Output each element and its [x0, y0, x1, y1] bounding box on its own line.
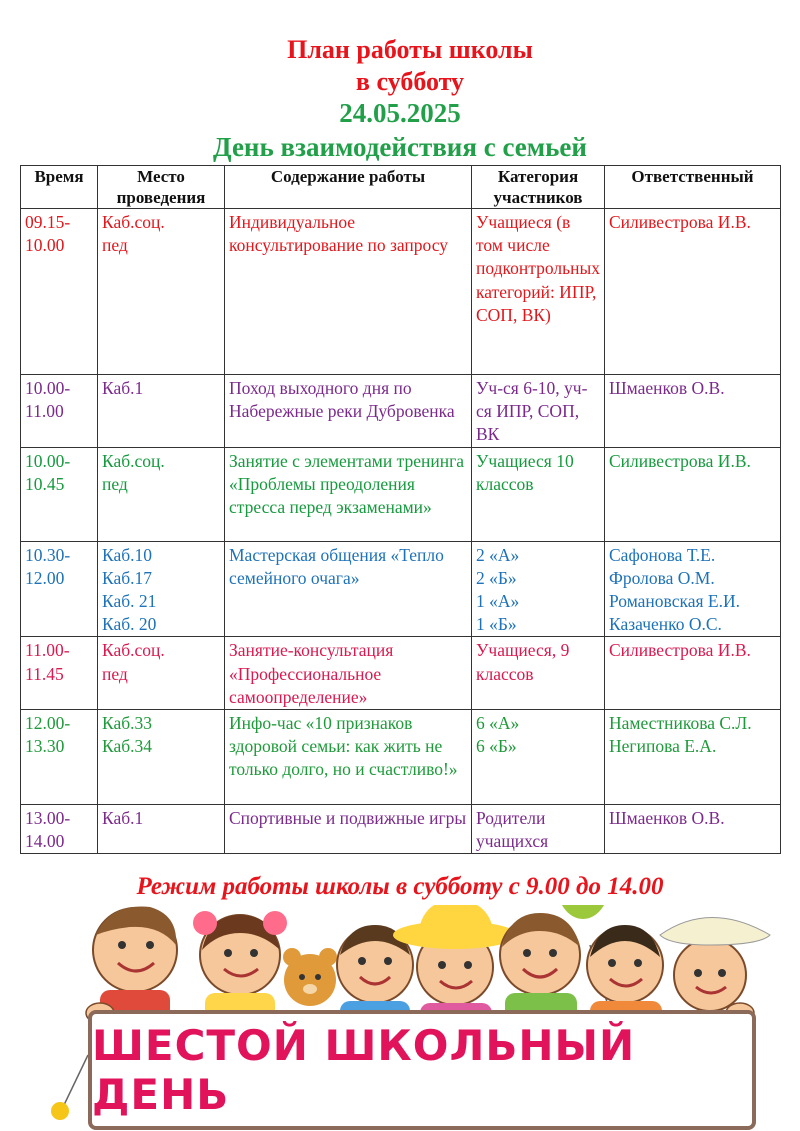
yoyo-icon — [51, 1055, 88, 1120]
cell-category: Уч-ся 6-10, уч-ся ИПР, СОП, ВК — [472, 375, 605, 448]
cell-place: Каб.соц. пед — [98, 209, 225, 375]
table-row — [21, 375, 781, 448]
cell-time: 10.00- 10.45 — [21, 447, 98, 541]
cell-time: 13.00- 14.00 — [21, 805, 98, 854]
cell-category: Родители учащихся — [472, 805, 605, 854]
cell-category: 6 «А» 6 «Б» — [472, 710, 605, 805]
kid-icon — [193, 911, 287, 1021]
cell-place: Каб.соц. пед — [98, 447, 225, 541]
cell-category: Учащиеся 10 классов — [472, 447, 605, 541]
banner-sign — [88, 1010, 756, 1130]
table-row — [21, 805, 781, 854]
plan-date: 24.05.2025 — [339, 98, 461, 128]
cell-place: Каб.10 Каб.17 Каб. 21 Каб. 20 — [98, 541, 225, 637]
cell-place: Каб.1 — [98, 375, 225, 448]
cell-responsible: Силивестрова И.В. — [605, 209, 781, 375]
cell-responsible: Шмаенков О.В. — [605, 805, 781, 854]
cell-content: Занятие с элементами тренинга «Проблемы преодоления стресса перед экзаменами» — [225, 447, 472, 541]
table-row — [21, 447, 781, 541]
table-row — [21, 637, 781, 710]
kid-icon — [500, 913, 580, 1021]
cell-responsible: Сафонова Т.Е. Фролова О.М. Романовская Е.И. Казаченко О.С. — [605, 541, 781, 637]
cell-place: Каб.33 Каб.34 — [98, 710, 225, 805]
kid-icon — [93, 907, 177, 1020]
cell-content: Инфо-час «10 признаков здоровой семьи: как жить не только долго, но и счастливо!» — [225, 710, 472, 805]
cell-place: Каб.1 — [98, 805, 225, 854]
cell-content: Индивидуальное консультирование по запросу — [225, 209, 472, 375]
cell-time: 12.00- 13.30 — [21, 710, 98, 805]
cell-category: Учащиеся (в том числе подконтрольных категорий: ИПР, СОП, ВК) — [472, 209, 605, 375]
table-row — [21, 710, 781, 805]
teddy-bear-icon — [283, 948, 337, 1006]
table-header-row — [21, 166, 781, 209]
kid-icon — [660, 918, 770, 1012]
cell-time: 10.00- 11.00 — [21, 375, 98, 448]
column-header-place: Место проведения — [98, 166, 225, 209]
schedule-table — [20, 165, 781, 854]
working-hours-note: Режим работы школы в субботу с 9.00 до 14.00 — [136, 873, 664, 900]
cell-responsible: Силивестрова И.В. — [605, 637, 781, 710]
cell-place: Каб.соц. пед — [98, 637, 225, 710]
column-header-content: Содержание работы — [225, 166, 472, 209]
cell-content: Спортивные и подвижные игры — [225, 805, 472, 854]
banner-text: ШЕСТОЙ ШКОЛЬНЫЙ ДЕНЬ — [92, 1021, 636, 1119]
cell-content: Поход выходного дня по Набережные реки Дубровенка — [225, 375, 472, 448]
column-header-time: Время — [21, 166, 98, 209]
column-header-responsible: Ответственный — [605, 166, 781, 209]
cell-responsible: Силивестрова И.В. — [605, 447, 781, 541]
plan-subtitle: в субботу — [355, 67, 465, 96]
plan-title: План работы школы — [287, 35, 533, 64]
table-row — [21, 209, 781, 375]
cell-category: Учащиеся, 9 классов — [472, 637, 605, 710]
cell-category: 2 «А» 2 «Б» 1 «А» 1 «Б» — [472, 541, 605, 637]
cell-responsible: Наместникова С.Л. Негипова Е.А. — [605, 710, 781, 805]
column-header-category: Категория участников — [472, 166, 605, 209]
cell-content: Занятие-консультация «Профессиональное самоопределение» — [225, 637, 472, 710]
cell-time: 11.00- 11.45 — [21, 637, 98, 710]
cell-content: Мастерская общения «Тепло семейного очага» — [225, 541, 472, 637]
cell-responsible: Шмаенков О.В. — [605, 375, 781, 448]
cell-time: 09.15- 10.00 — [21, 209, 98, 375]
plan-theme: День взаимодействия с семьей — [213, 132, 587, 162]
table-row — [21, 541, 781, 637]
cell-time: 10.30- 12.00 — [21, 541, 98, 637]
